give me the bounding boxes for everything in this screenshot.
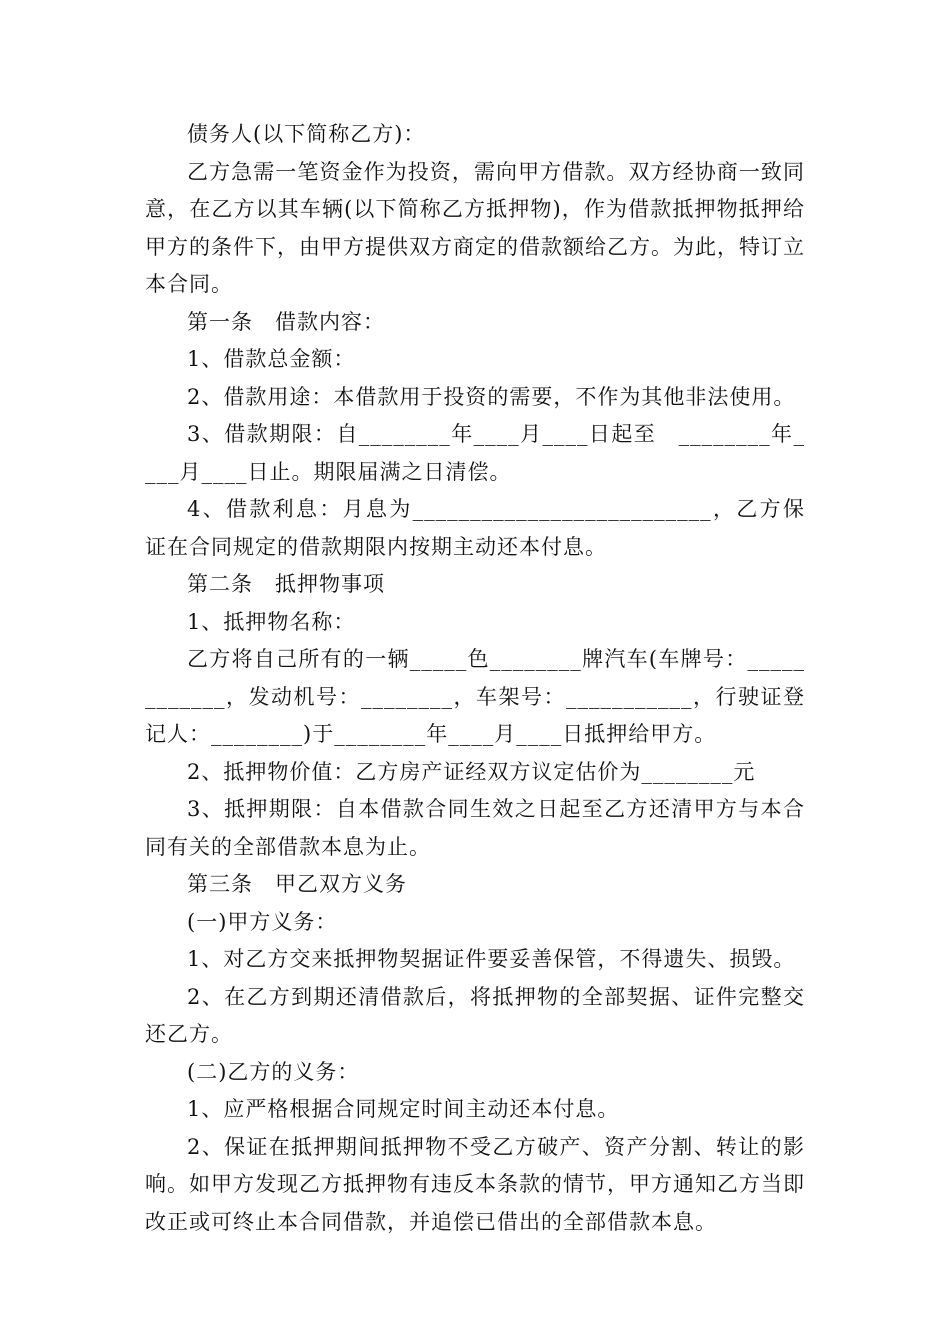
loan-total-amount: 1、借款总金额：: [187, 347, 356, 371]
debtor-heading: 债务人(以下简称乙方)：: [187, 122, 426, 146]
article-1-heading: 第一条 借款内容：: [187, 309, 385, 334]
contract-body: [145, 116, 805, 1241]
collateral-vehicle-details: 乙方将自己所有的一辆_____色________牌汽车(车牌号：____________，发动机号：________，车架号：___________，行驶证登记人：________)于________年____月____日抵押给甲方。: [145, 647, 805, 746]
article-2-heading: 第二条 抵押物事项: [187, 572, 385, 596]
collateral-value: 2、抵押物价值：乙方房产证经双方议定估价为________元: [187, 759, 756, 784]
party-a-obligation-1: 1、对乙方交来抵押物契据证件要妥善保管，不得遗失、损毁。: [187, 947, 796, 971]
loan-purpose: 2、借款用途：本借款用于投资的需要，不作为其他非法使用。: [187, 384, 796, 409]
party-a-obligation-2: 2、在乙方到期还清借款后，将抵押物的全部契据、证件完整交还乙方。: [145, 984, 805, 1046]
party-b-obligations-heading: (二)乙方的义务：: [187, 1059, 360, 1084]
article-3-heading: 第三条 甲乙双方义务: [187, 872, 407, 896]
party-b-obligation-1: 1、应严格根据合同规定时间主动还本付息。: [187, 1097, 620, 1121]
preamble-paragraph: 乙方急需一笔资金作为投资，需向甲方借款。双方经协商一致同意，在乙方以其车辆(以下简称乙方抵押物)，作为借款抵押物抵押给甲方的条件下，由甲方提供双方商定的借款额给乙方。为此，特订立本合同。: [145, 159, 805, 296]
loan-term: 3、借款期限：自________年____月____日起至 ________年____月____日止。期限届满之日清偿。: [145, 422, 805, 484]
loan-interest: 4、借款利息：月息为__________________________，乙方保证在合同规定的借款期限内按期主动还本付息。: [145, 497, 805, 559]
collateral-term: 3、抵押期限：自本借款合同生效之日起至乙方还清甲方与本合同有关的全部借款本息为止。: [145, 797, 805, 859]
collateral-name: 1、抵押物名称：: [187, 609, 356, 634]
party-a-obligations-heading: (一)甲方义务：: [187, 909, 338, 934]
party-b-obligation-2: 2、保证在抵押期间抵押物不受乙方破产、资产分割、转让的影响。如甲方发现乙方抵押物有违反本条款的情节，甲方通知乙方当即改正或可终止本合同借款，并追偿已借出的全部借款本息。: [145, 1134, 805, 1234]
